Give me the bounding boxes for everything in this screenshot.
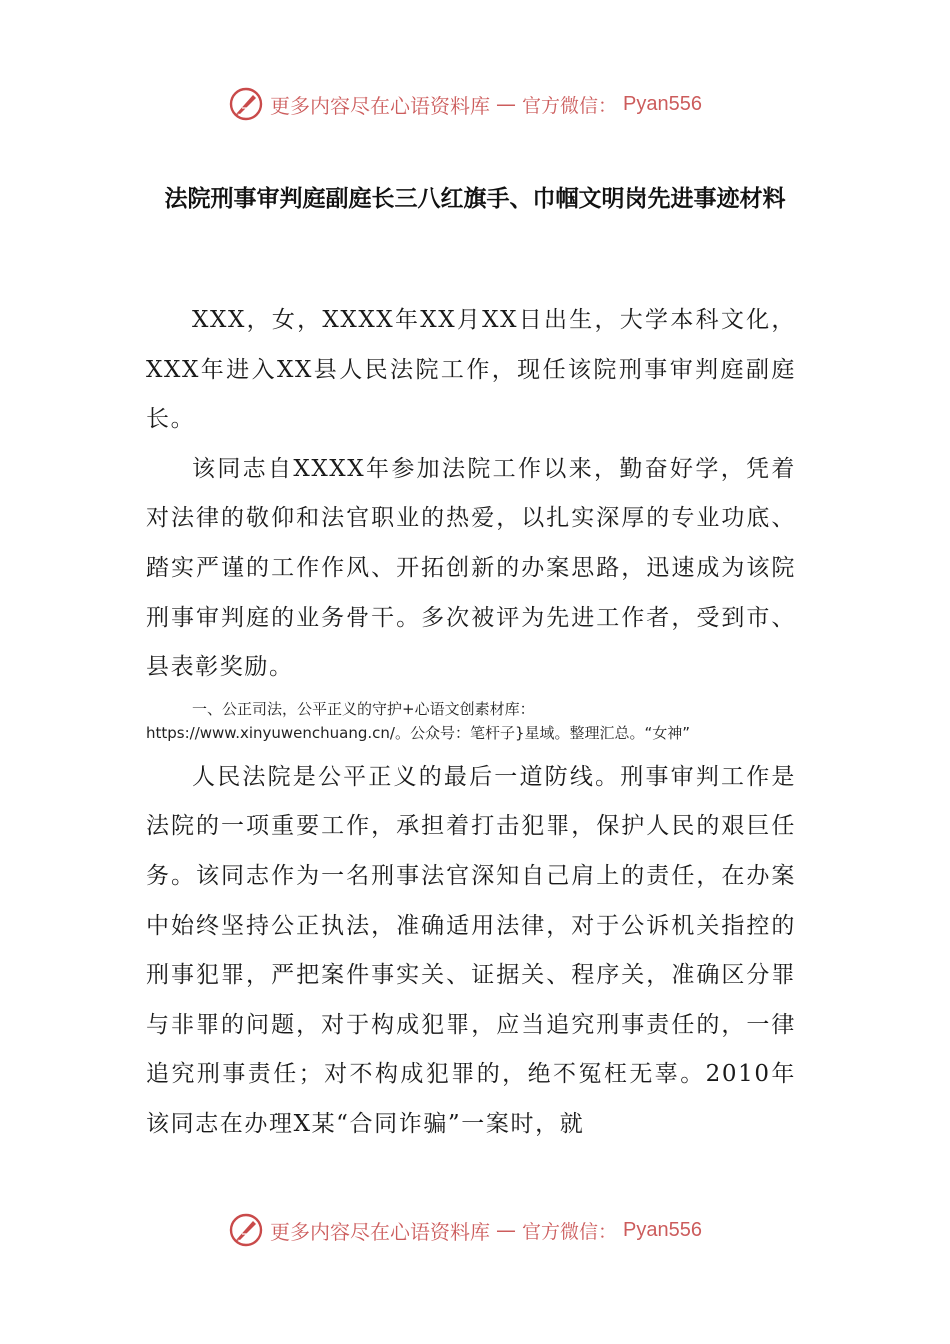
paragraph: 该同志自XXXX年参加法院工作以来，勤奋好学，凭着对法律的敬仰和法官职业的热爱，以扎实深厚的专业功底、踏实严谨的工作作风、开拓创新的办案思路，迅速成为该院刑事审判庭的业务骨干。多次被评为先进工作者，受到市、县表彰奖励。 (146, 455, 796, 681)
banner-wechat-id: Pyan556 (623, 92, 702, 115)
section-heading: 一、公正司法，公平正义的守护+心语文创素材库：https://www.xinyuwenchuang.cn/。公众号：笔杆子}星域。整理汇总。“女神” (146, 699, 691, 742)
banner-text: 更多内容尽在心语资料库 (270, 93, 490, 118)
paragraph: 人民法院是公平正义的最后一道防线。刑事审判工作是法院的一项重要工作，承担着打击犯罪，保护人民的艰巨任务。该同志作为一名刑事法官深知自己肩上的责任，在办案中始终坚持公正执法，准确适用法律，对于公诉机关指控的刑事犯罪，严把案件事实关、证据关、程序关，准确区分罪与非罪的问题，对于构成犯罪，应当追究刑事责任的，一律追究刑事责任；对不构成犯罪的，绝不冤枉无辜。2010年该同志在办理X某“合同诈骗”一案时，就 (146, 763, 796, 1137)
banner-wechat-id: Pyan556 (623, 1218, 702, 1241)
quill-pen-logo-icon (228, 86, 264, 122)
quill-pen-logo-icon (228, 1212, 264, 1248)
banner-wechat-label: 官方微信： (522, 94, 618, 117)
banner-separator: — (496, 1218, 516, 1242)
footer-banner (228, 1210, 702, 1250)
banner-text: 更多内容尽在心语资料库 (270, 1219, 490, 1244)
document-title: 法院刑事审判庭副庭长三八红旗手、巾帼文明岗先进事迹材料 (164, 185, 786, 212)
header-banner (228, 84, 702, 124)
banner-separator: — (496, 92, 516, 116)
paragraph: XXX，女，XXXX年XX月XX日出生，大学本科文化，XXX年进入XX县人民法院工作，现任该院刑事审判庭副庭长。 (146, 307, 796, 433)
banner-wechat-label: 官方微信： (522, 1220, 618, 1243)
document-body (146, 296, 796, 1150)
